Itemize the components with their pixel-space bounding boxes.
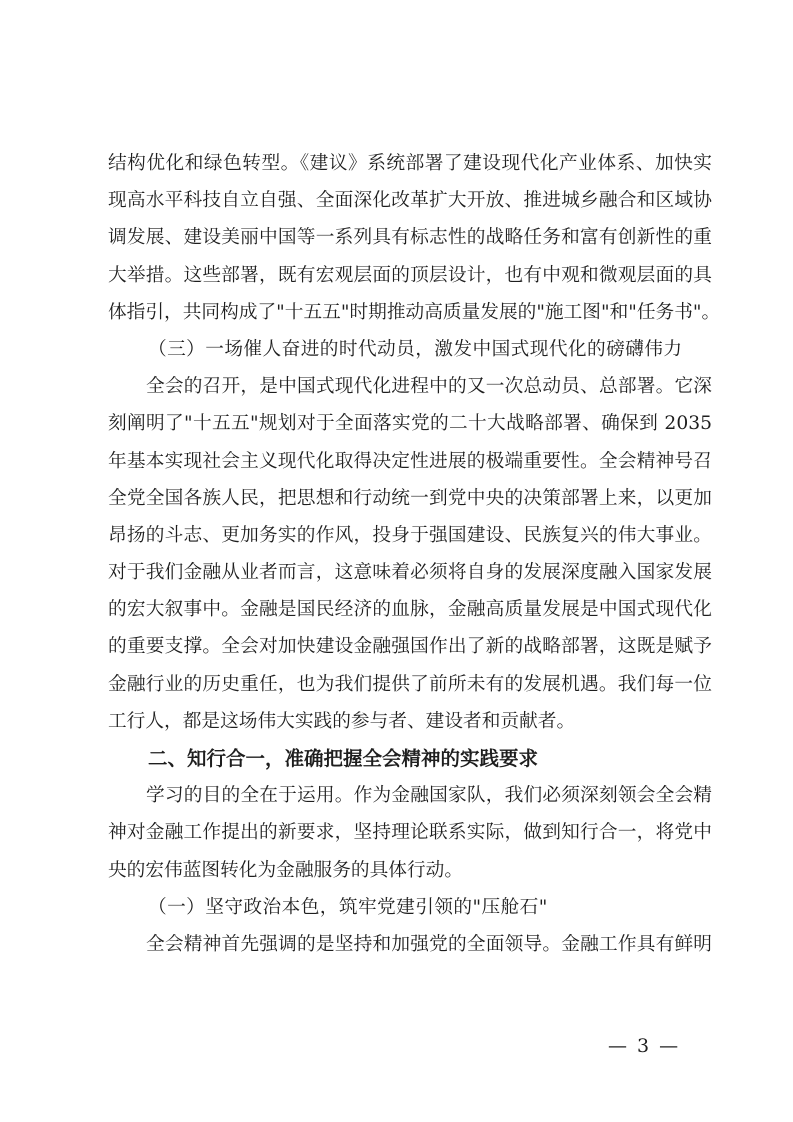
section-heading-2: 二、知行合一，准确把握全会精神的实践要求 bbox=[148, 747, 539, 770]
paragraph-line: 年基本实现社会主义现代化取得决定性进展的极端重要性。全会精神号召 bbox=[108, 450, 712, 472]
paragraph-line: 调发展、建设美丽中国等一系列具有标志性的战略任务和富有创新性的重 bbox=[108, 227, 712, 249]
paragraph-line: 的重要支撑。全会对加快建设金融强国作出了新的战略部署，这既是赋予 bbox=[108, 636, 712, 658]
paragraph-line: 体指引，共同构成了"十五五"时期推动高质量发展的"施工图"和"任务书"。 bbox=[108, 301, 721, 323]
paragraph-line: 对于我们金融从业者而言，这意味着必须将自身的发展深度融入国家发展 bbox=[108, 562, 712, 584]
subsection-heading-3: （三）一场催人奋进的时代动员，激发中国式现代化的磅礴伟力 bbox=[148, 338, 683, 360]
paragraph-line: 工行人，都是这场伟大实践的参与者、建设者和贡献者。 bbox=[108, 710, 576, 732]
paragraph-line: 结构优化和绿色转型。《建议》系统部署了建设现代化产业体系、加快实 bbox=[108, 153, 712, 174]
paragraph-line: 现高水平科技自立自强、全面深化改革扩大开放、推进城乡融合和区域协 bbox=[108, 190, 712, 212]
paragraph-line: 金融行业的历史重任，也为我们提供了前所未有的发展机遇。我们每一位 bbox=[108, 673, 712, 695]
page-number: — 3 — bbox=[608, 1035, 681, 1057]
paragraph-line: 神对金融工作提出的新要求，坚持理论联系实际，做到知行合一，将党中 bbox=[108, 822, 712, 844]
body-text bbox=[108, 145, 721, 963]
paragraph-line: 的宏大叙事中。金融是国民经济的血脉，金融高质量发展是中国式现代化 bbox=[108, 599, 712, 621]
paragraph-line: 大举措。这些部署，既有宏观层面的顶层设计，也有中观和微观层面的具 bbox=[108, 264, 712, 286]
paragraph-line: 全会精神首先强调的是坚持和加强党的全面领导。金融工作具有鲜明 bbox=[146, 933, 712, 955]
paragraph-line: 全党全国各族人民，把思想和行动统一到党中央的决策部署上来，以更加 bbox=[108, 487, 712, 509]
subsection-heading-1: （一）坚守政治本色，筑牢党建引领的"压舱石" bbox=[148, 896, 548, 918]
paragraph-line: 全会的召开，是中国式现代化进程中的又一次总动员、总部署。它深 bbox=[146, 376, 712, 398]
paragraph-line: 央的宏伟蓝图转化为金融服务的具体行动。 bbox=[108, 859, 464, 881]
paragraph-line: 昂扬的斗志、更加务实的作风，投身于强国建设、民族复兴的伟大事业。 bbox=[108, 524, 712, 546]
paragraph-line: 学习的目的全在于运用。作为金融国家队，我们必须深刻领会全会精 bbox=[146, 785, 712, 807]
paragraph-line: 刻阐明了"十五五"规划对于全面落实党的二十大战略部署、确保到 2035 bbox=[108, 413, 712, 435]
